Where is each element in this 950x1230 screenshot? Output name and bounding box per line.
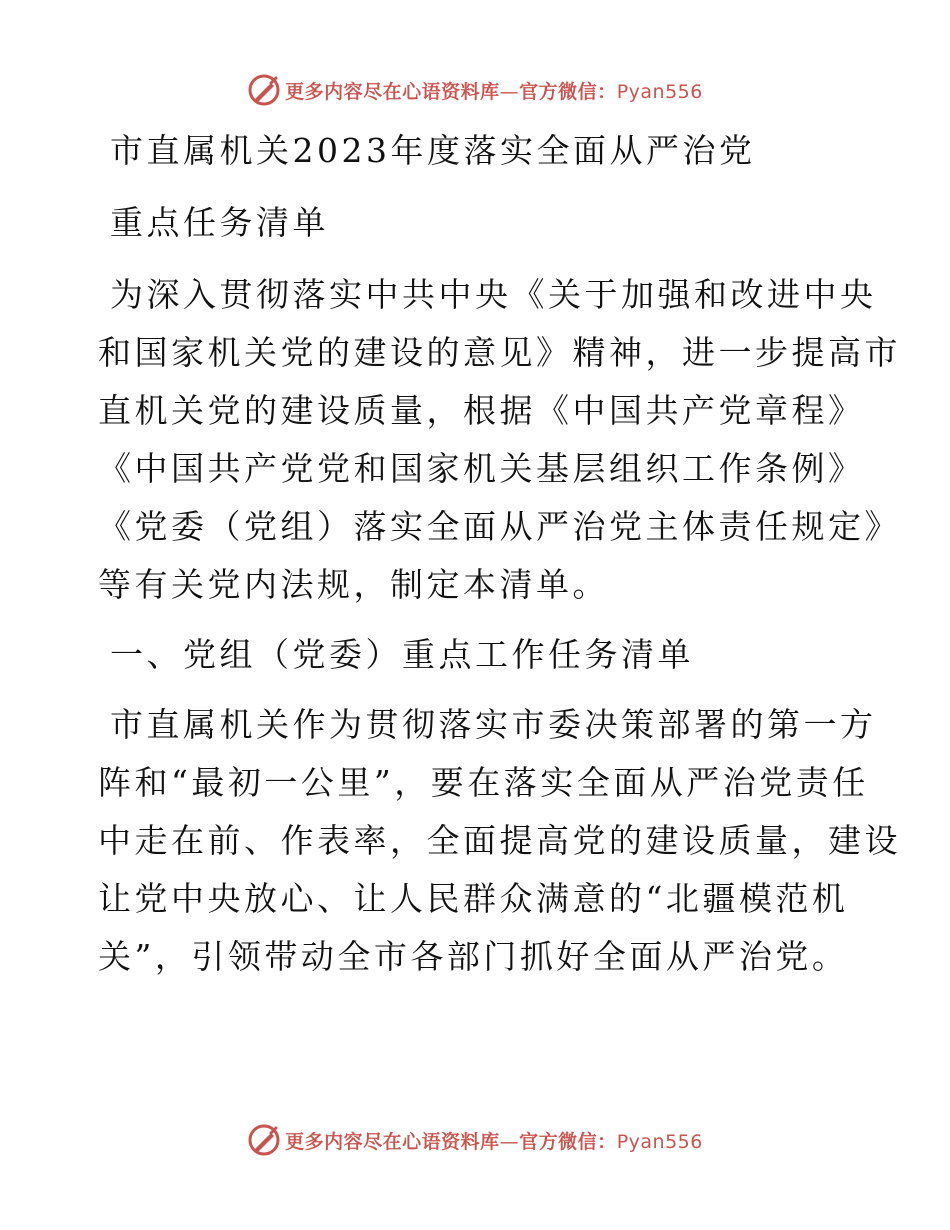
section-1-line-4: 让党中央放心、让人民群众满意的“北疆模范机 bbox=[98, 879, 849, 918]
intro-line-1: 为深入贯彻落实中共中央《关于加强和改进中央 bbox=[110, 275, 877, 314]
section-1-line-3: 中走在前、作表率，全面提高党的建设质量，建设 bbox=[98, 821, 901, 860]
watermark-official: 官方微信： bbox=[519, 80, 617, 103]
watermark-text bbox=[285, 77, 703, 104]
intro-line-5: 《党委（党组）落实全面从严治党主体责任规定》 bbox=[98, 507, 901, 546]
watermark-handle: Pyan556 bbox=[616, 1130, 703, 1153]
intro-line-2: 和国家机关党的建设的意见》精神，进一步提高市 bbox=[98, 333, 901, 372]
pen-logo-icon bbox=[247, 1123, 281, 1157]
watermark-dash: — bbox=[499, 1130, 520, 1153]
watermark-dash: — bbox=[499, 80, 520, 103]
pen-logo-icon bbox=[247, 73, 281, 107]
intro-line-4: 《中国共产党党和国家机关基层组织工作条例》 bbox=[98, 449, 865, 488]
intro-line-6: 等有关党内法规，制定本清单。 bbox=[98, 565, 609, 604]
document-body bbox=[98, 122, 901, 986]
watermark-label: 更多内容尽在心语资料库 bbox=[285, 80, 500, 103]
section-1-line-1: 市直属机关作为贯彻落实市委决策部署的第一方 bbox=[110, 705, 877, 744]
watermark-official: 官方微信： bbox=[519, 1130, 617, 1153]
header-watermark bbox=[0, 70, 950, 110]
intro-line-3: 直机关党的建设质量，根据《中国共产党章程》 bbox=[98, 391, 865, 430]
section-1-line-2: 阵和“最初一公里”，要在落实全面从严治党责任 bbox=[98, 763, 869, 802]
section-1-line-5: 关”，引领带动全市各部门抓好全面从严治党。 bbox=[98, 937, 849, 976]
document-title-line-2: 重点任务清单 bbox=[110, 203, 329, 242]
watermark-handle: Pyan556 bbox=[616, 80, 703, 103]
watermark-text bbox=[285, 1127, 703, 1154]
section-1-heading: 一、党组（党委）重点工作任务清单 bbox=[110, 635, 694, 674]
watermark-label: 更多内容尽在心语资料库 bbox=[285, 1130, 500, 1153]
footer-watermark bbox=[0, 1120, 950, 1160]
document-title-line-1: 市直属机关2023年度落实全面从严治党 bbox=[110, 131, 756, 170]
